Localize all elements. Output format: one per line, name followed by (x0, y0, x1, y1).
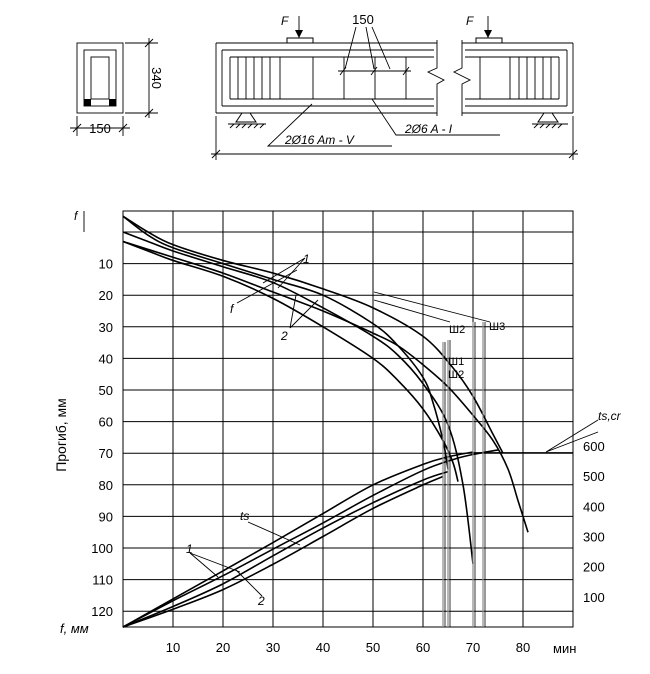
stirrups-left (238, 57, 406, 99)
support-right (532, 113, 568, 128)
beam-schematic (70, 12, 578, 160)
load-left (287, 16, 313, 43)
label-w2-upper: Ш2 (449, 324, 466, 336)
y-tick-label-left: 50 (98, 383, 113, 398)
label-w1: Ш1 (448, 356, 465, 368)
y-tick-labels-left (91, 257, 113, 620)
f-top-label: f (74, 209, 78, 223)
section-height-label: 340 (149, 67, 164, 89)
x-tick-label: 70 (465, 640, 481, 655)
y-tick-label-left: 10 (98, 256, 113, 272)
label-curve1-bottom: 1 (186, 542, 193, 556)
chart-grid (123, 211, 573, 627)
x-unit-label: мин (553, 641, 577, 656)
load-right (476, 16, 502, 43)
f-bottom-label: f, мм (60, 621, 89, 636)
y-tick-label-right: 500 (583, 469, 605, 485)
label-w2-lower: Ш2 (448, 369, 465, 381)
rebar-bottom-label: 2Ø16 Aт - V (285, 133, 354, 147)
label-curve2-top: 2 (281, 329, 288, 343)
y-tick-label-left: 20 (98, 288, 113, 304)
x-tick-label: 20 (215, 640, 231, 655)
x-tick-label: 60 (415, 640, 431, 655)
label-ts: ts (240, 509, 250, 523)
label-w3: Ш3 (489, 321, 506, 333)
y-tick-label-right: 100 (583, 589, 605, 605)
x-tick-label: 80 (515, 640, 531, 655)
cross-section (70, 38, 158, 136)
y-tick-label-right: 200 (583, 559, 605, 575)
x-tick-label: 40 (315, 640, 331, 655)
x-tick-label: 30 (265, 640, 281, 655)
y-tick-label-left: 70 (98, 446, 113, 462)
y-tick-label-left: 100 (91, 541, 113, 556)
y-axis-label: Прогиб, мм (53, 398, 69, 472)
spacing-label: 150 (352, 12, 374, 27)
chart (53, 209, 622, 656)
y-tick-label-left: 80 (98, 477, 113, 493)
y-tick-label-left: 120 (91, 604, 113, 620)
stirrups-right (480, 57, 551, 99)
y-tick-label-left: 30 (98, 319, 113, 335)
y-tick-label-left: 60 (98, 414, 113, 430)
load-right-label: F (466, 14, 474, 28)
label-curve2-bottom: 2 (258, 594, 265, 608)
rebar-stirrup-label: 2Ø6 A - I (405, 122, 453, 136)
series-line-6 (123, 452, 473, 627)
beam-body (216, 40, 573, 116)
label-curve1-top: 1 (303, 252, 310, 266)
y-tick-label-left: 110 (92, 572, 113, 588)
load-left-label: F (281, 14, 289, 28)
label-ts-cr: ts,cr (598, 409, 621, 423)
series-line-4 (123, 232, 473, 564)
y-tick-labels-right (583, 439, 605, 605)
y-tick-label-right: 600 (583, 439, 605, 454)
section-width-label: 150 (89, 121, 111, 136)
x-tick-labels (166, 640, 530, 655)
y-tick-label-left: 40 (98, 351, 113, 367)
x-tick-label: 10 (165, 640, 181, 655)
y-tick-label-left: 90 (98, 509, 113, 525)
plot-frame (123, 211, 573, 627)
support-left (228, 113, 266, 128)
y-tick-label-right: 400 (583, 499, 605, 515)
y-tick-label-right: 300 (583, 529, 605, 545)
x-tick-label: 50 (365, 640, 381, 655)
series-line-2 (123, 216, 506, 453)
series-line-9 (123, 476, 443, 627)
label-curve-f: f (230, 302, 234, 316)
